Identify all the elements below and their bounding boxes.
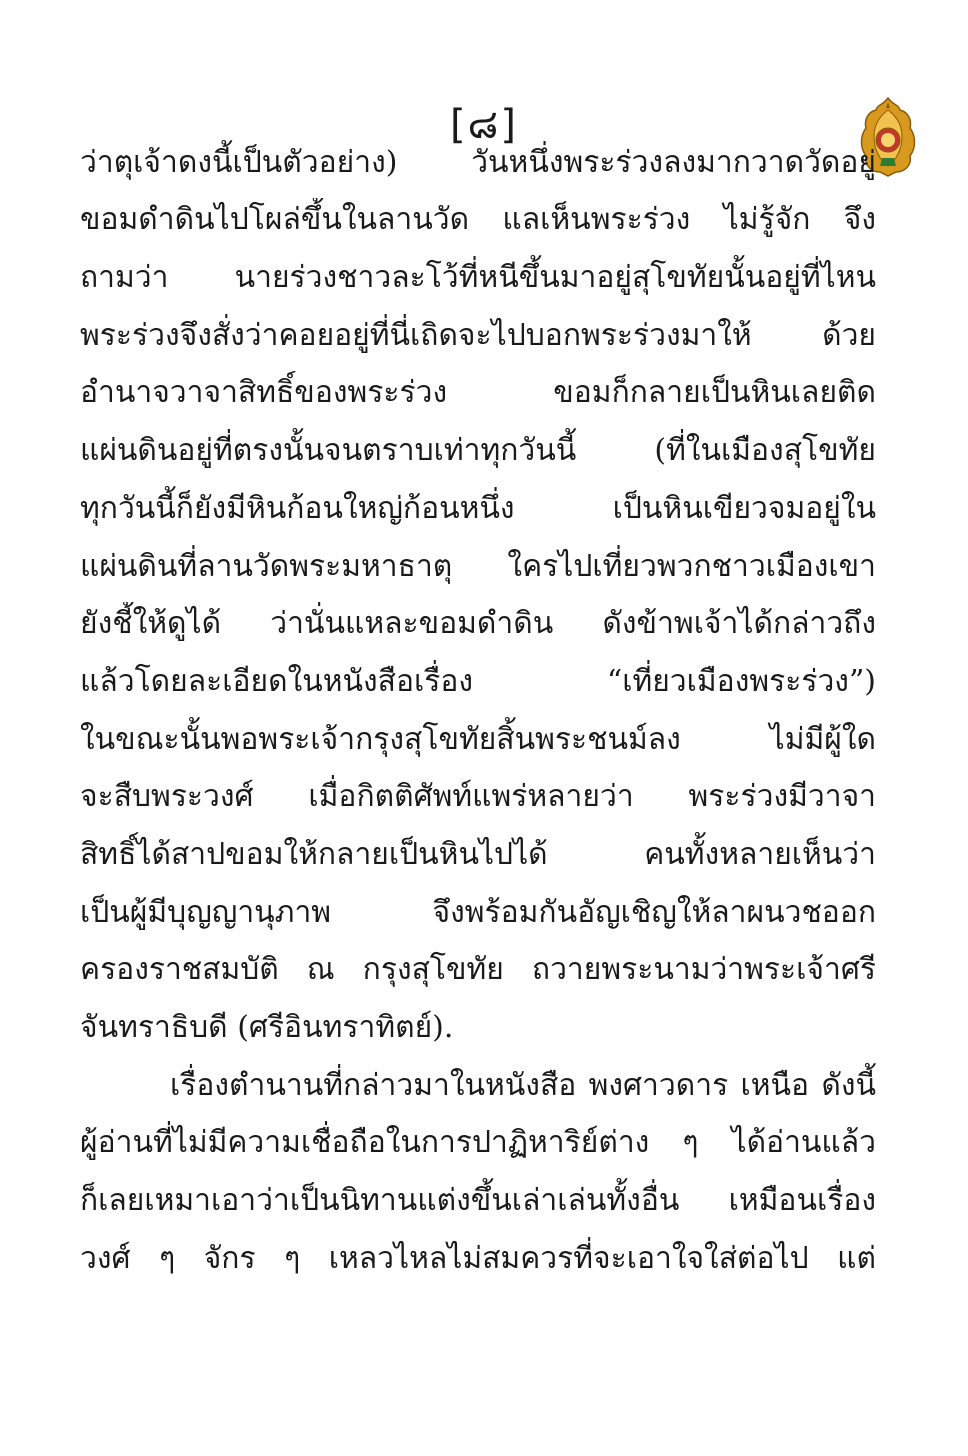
text-line: แผ่นดินที่ลานวัดพระมหาธาตุ ใครไปเที่ยวพวกชาวเมืองเขา xyxy=(80,548,876,584)
text-line: จะสืบพระวงศ์ เมื่อกิตติศัพท์แพร่หลายว่า พระร่วงมีวาจา xyxy=(80,779,876,815)
text-line: ถามว่า นายร่วงชาวละโว้ที่หนีขึ้นมาอยู่สุโขทัยนั้นอยู่ที่ไหน xyxy=(80,260,876,296)
text-line: ว่าตุเจ้าดงนี้เป็นตัวอย่าง) วันหนึ่งพระร่วงลงมากวาดวัดอยู่ xyxy=(80,144,876,180)
text-line: อำนาจวาจาสิทธิ์ของพระร่วง ขอมก็กลายเป็นหินเลยติด xyxy=(80,375,876,411)
text-line: ครองราชสมบัติ ณ กรุงสุโขทัย ถวายพระนามว่าพระเจ้าศรี xyxy=(80,952,876,988)
text-line: แผ่นดินอยู่ที่ตรงนั้นจนตราบเท่าทุกวันนี้ (ที่ในเมืองสุโขทัย xyxy=(80,433,876,469)
text-line: ยังชี้ให้ดูได้ ว่านั่นแหละขอมดำดิน ดังข้าพเจ้าได้กล่าวถึง xyxy=(80,606,876,642)
text-line: วงศ์ ๆ จักร ๆ เหลวไหลไม่สมควรที่จะเอาใจใส่ต่อไป แต่ xyxy=(80,1240,876,1276)
text-line: ขอมดำดินไปโผล่ขึ้นในลานวัด แลเห็นพระร่วง ไม่รู้จัก จึง xyxy=(80,202,876,238)
document-body xyxy=(80,140,876,1294)
text-line: ในขณะนั้นพอพระเจ้ากรุงสุโขทัยสิ้นพระชนม์ลง ไม่มีผู้ใด xyxy=(80,721,876,757)
text-line: พระร่วงจึงสั่งว่าคอยอยู่ที่นี่เถิดจะไปบอกพระร่วงมาให้ ด้วย xyxy=(80,317,876,353)
page-number: [๘] xyxy=(449,102,519,148)
text-line: สิทธิ์ได้สาปขอมให้กลายเป็นหินไปได้ คนทั้งหลายเห็นว่า xyxy=(80,836,876,872)
text-line: ก็เลยเหมาเอาว่าเป็นนิทานแต่งขึ้นเล่าเล่นทั้งอื่น เหมือนเรื่อง xyxy=(80,1183,876,1219)
paragraph-start-line: เรื่องตำนานที่กล่าวมาในหนังสือ พงศาวดาร เหนือ ดังนี้ xyxy=(170,1067,876,1103)
paragraph-end-line: จันทราธิบดี (ศรีอินทราทิตย์). xyxy=(80,1010,454,1045)
text-line: แล้วโดยละเอียดในหนังสือเรื่อง “เที่ยวเมืองพระร่วง”) xyxy=(80,663,876,699)
text-line: เป็นผู้มีบุญญานุภาพ จึงพร้อมกันอัญเชิญให้ลาผนวชออก xyxy=(80,894,876,930)
text-line: ทุกวันนี้ก็ยังมีหินก้อนใหญ่ก้อนหนึ่ง เป็นหินเขียวจมอยู่ใน xyxy=(80,490,876,526)
text-line: ผู้อ่านที่ไม่มีความเชื่อถือในการปาฏิหาริย์ต่าง ๆ ได้อ่านแล้ว xyxy=(80,1125,876,1161)
